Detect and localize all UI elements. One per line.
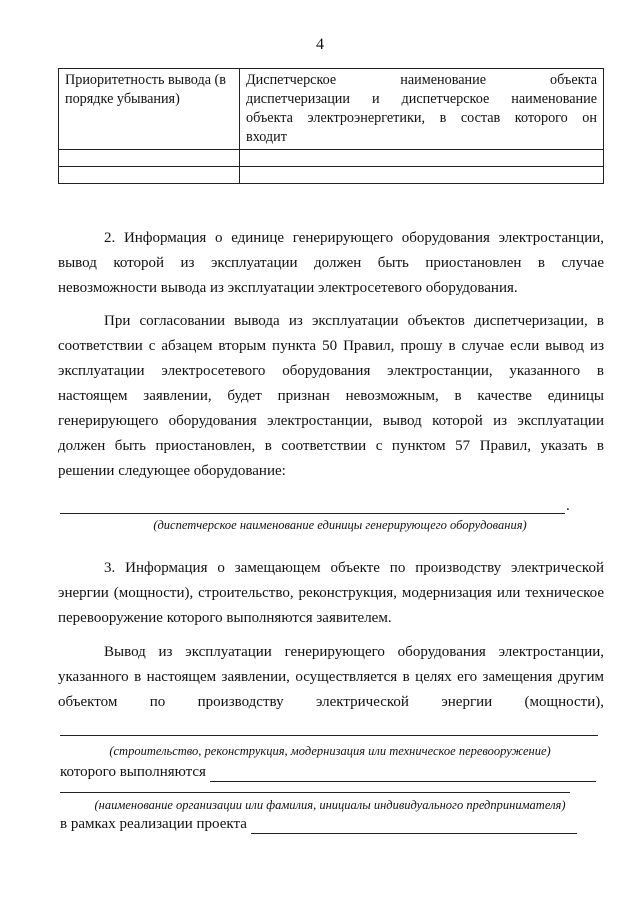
text-line: решении следующее оборудование: xyxy=(58,463,286,479)
table-row xyxy=(59,167,604,184)
equipment-fill-line[interactable] xyxy=(60,513,565,514)
table-cell[interactable] xyxy=(240,167,604,184)
table-header-row xyxy=(59,69,604,150)
text-line: должен быть приостановлен, в соответствии с пунктом 57 Правил, указать в xyxy=(58,438,604,454)
text-line: указанного в настоящем заявлении, осуществляется в целях его замещения другим xyxy=(58,669,604,685)
project-row xyxy=(60,814,577,834)
table-cell[interactable] xyxy=(59,150,240,167)
text-line: При согласовании вывода из эксплуатации объектов диспетчеризации, в xyxy=(104,313,604,329)
table-header-line: входит xyxy=(246,129,287,145)
work-type-caption: (строительство, реконструкция, модернизация или техническое перевооружение) xyxy=(109,744,551,758)
text-line: 3. Информация о замещающем объекте по производству электрической xyxy=(104,560,604,576)
text-line: перевооружение которого выполняются заявителем. xyxy=(58,610,392,626)
text-line: генерирующего оборудования электростанции, вывод которой из эксплуатации xyxy=(58,413,604,429)
table-row xyxy=(59,150,604,167)
text-line: невозможности вывода из эксплуатации электросетевого оборудования. xyxy=(58,280,518,296)
priority-table xyxy=(58,68,604,184)
project-label: в рамках реализации проекта xyxy=(60,816,247,832)
work-type-fill-line[interactable] xyxy=(60,735,598,736)
performer-label: которого выполняются xyxy=(60,764,206,780)
performer-row xyxy=(60,762,596,782)
text-line: 2. Информация о единице генерирующего оборудования электростанции, xyxy=(104,230,604,246)
section2-intro xyxy=(58,226,604,301)
table-header-priority: Приоритетность вывода (в порядке убывания) xyxy=(59,69,240,150)
project-fill-line[interactable] xyxy=(251,819,577,834)
text-line: настоящем заявлении, будет признан невозможным, в качестве единицы xyxy=(58,388,604,404)
table-cell[interactable] xyxy=(59,167,240,184)
table-header-line: диспетчеризации и диспетчерское наименование xyxy=(246,91,597,107)
text-line: вывод которой из эксплуатации должен быть приостановлен в случае xyxy=(58,255,604,271)
section3-withdrawal xyxy=(58,640,604,715)
text-line: объектом по производству электрической энергии (мощности), xyxy=(58,694,604,710)
organization-fill-line[interactable] xyxy=(60,792,570,793)
table-header-dispatch-name xyxy=(240,69,604,150)
table-header-line: объекта электроэнергетики, в состав которого он xyxy=(246,110,597,126)
section2-request xyxy=(58,309,604,484)
text-line: эксплуатации электросетевого оборудования электростанции, указанного в xyxy=(58,363,604,379)
text-line: энергии (мощности), строительство, реконструкция, модернизация или техническое xyxy=(58,585,604,601)
section3-intro xyxy=(58,556,604,631)
table-cell[interactable] xyxy=(240,150,604,167)
line-end-period: . xyxy=(566,498,570,514)
table-header-line: Диспетчерское наименование объекта xyxy=(246,72,597,88)
text-line: соответствии с абзацем вторым пункта 50 Правил, прошу в случае если вывод из xyxy=(58,338,604,354)
equipment-caption: (диспетчерское наименование единицы генерирующего оборудования) xyxy=(153,518,527,532)
organization-caption: (наименование организации или фамилия, инициалы индивидуального предпринимателя) xyxy=(94,798,566,812)
text-line: Вывод из эксплуатации генерирующего оборудования электростанции, xyxy=(104,644,604,660)
page-number: 4 xyxy=(316,36,324,53)
performer-fill-line[interactable] xyxy=(210,767,596,782)
